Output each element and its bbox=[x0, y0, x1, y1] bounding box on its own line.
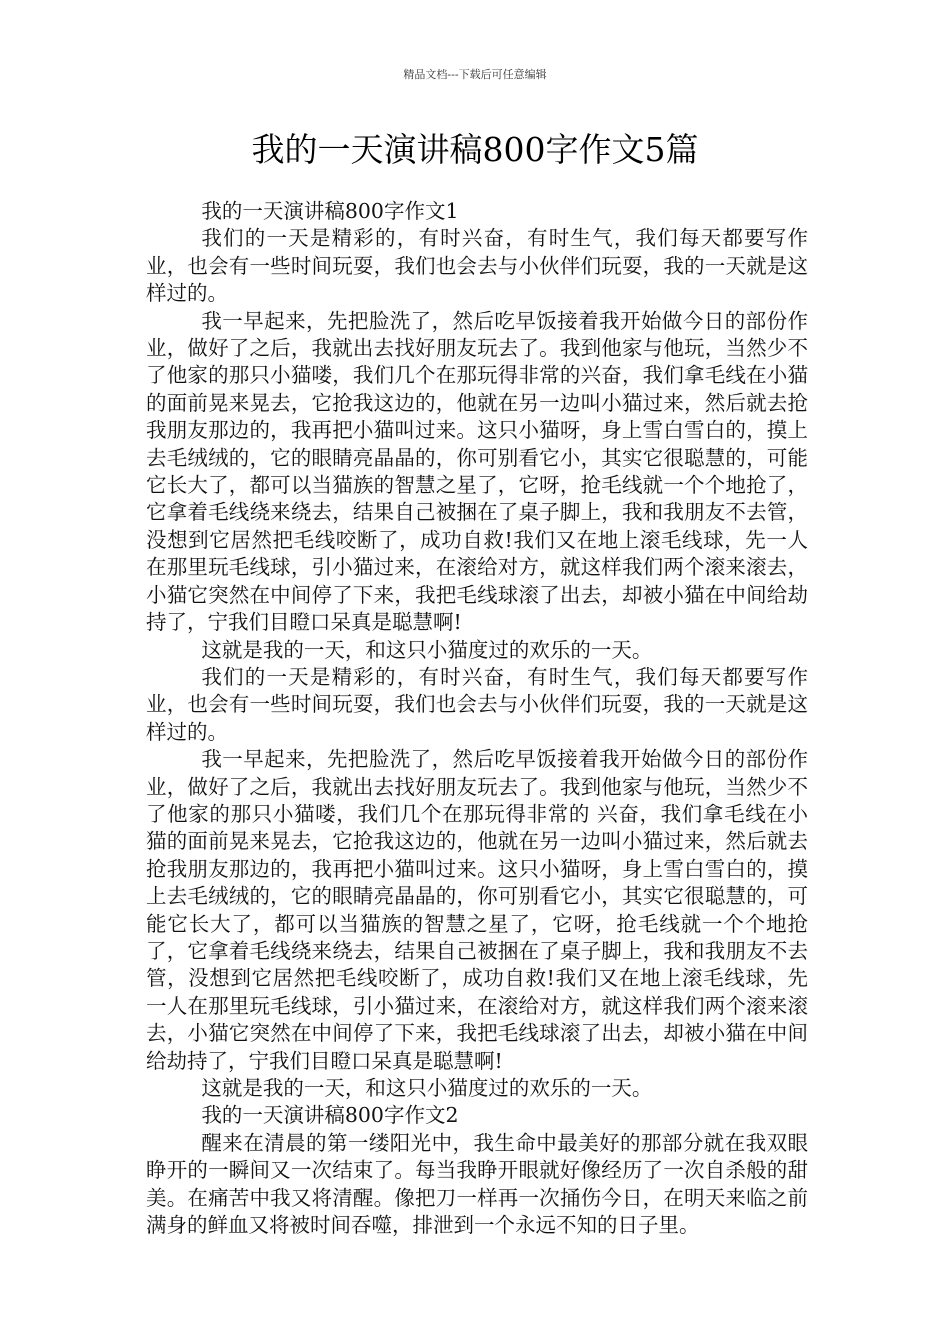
paragraph: 醒来在清晨的第一缕阳光中，我生命中最美好的那部分就在我双眼睁开的一瞬间又一次结束了。每当我睁开眼就好像经历了一次自杀般的甜美。在痛苦中我又将清醒。像把刀一样再一次捅伤今日，在明天来临之前满身的鲜血又将被时间吞噬，排泄到一个永远不知的日子里。 bbox=[146, 1130, 808, 1238]
paragraph: 我一早起来，先把脸洗了，然后吃早饭接着我开始做今日的部份作业，做好了之后，我就出去找好朋友玩去了。我到他家与他玩，当然少不了他家的那只小猫喽，我们几个在那玩得非常的 兴奋，我们拿毛线在小猫的面前晃来晃去，它抢我这边的，他就在另一边叫小猫过来，然后就去抢我朋友那边的，我再把小猫叫过来。这只小猫呀，身上雪白雪白的，摸上去毛绒绒的，它的眼睛亮晶晶的，你可别看它小，其实它很聪慧的，可能它长大了，都可以当猫族的智慧之星了，它呀，抢毛线就一个个地抢了，它拿着毛线绕来绕去，结果自己被捆在了桌子脚上，我和我朋友不去管，没想到它居然把毛线咬断了，成功自救!我们又在地上滚毛线球，先一人在那里玩毛线球，引小猫过来，在滚给对方，就这样我们两个滚来滚去，小猫它突然在中间停了下来，我把毛线球滚了出去，却被小猫在中间给劫持了，宁我们目瞪口呆真是聪慧啊! bbox=[146, 747, 808, 1073]
paragraph: 我们的一天是精彩的，有时兴奋，有时生气，我们每天都要写作业，也会有一些时间玩耍，我们也会去与小伙伴们玩耍，我的一天就是这样过的。 bbox=[146, 664, 808, 744]
document-title: 我的一天演讲稿800字作文5篇 bbox=[251, 130, 699, 169]
paragraph: 这就是我的一天，和这只小猫度过的欢乐的一天。 bbox=[201, 1076, 653, 1100]
paragraph: 我们的一天是精彩的，有时兴奋，有时生气，我们每天都要写作业，也会有一些时间玩耍，我们也会去与小伙伴们玩耍，我的一天就是这样过的。 bbox=[146, 226, 808, 306]
paragraph: 这就是我的一天，和这只小猫度过的欢乐的一天。 bbox=[201, 637, 653, 662]
paragraph: 我一早起来，先把脸洗了，然后吃早饭接着我开始做今日的部份作业，做好了之后，我就出去找好朋友玩去了。我到他家与他玩，当然少不了他家的那只小猫喽，我们几个在那玩得非常的兴奋，我们拿毛线在小猫的面前晃来晃去，它抢我这边的，他就在另一边叫小猫过来，然后就去抢我朋友那边的，我再把小猫叫过来。这只小猫呀，身上雪白雪白的，摸上去毛绒绒的，它的眼睛亮晶晶的，你可别看它小，其实它很聪慧的，可能它长大了，都可以当猫族的智慧之星了，它呀，抢毛线就一个个地抢了，它拿着毛线绕来绕去，结果自己被捆在了桌子脚上，我和我朋友不去管，没想到它居然把毛线咬断了，成功自救!我们又在地上滚毛线球，先一人在那里玩毛线球，引小猫过来，在滚给对方，就这样我们两个滚来滚去，小猫它突然在中间停了下来，我把毛线球滚了出去，却被小猫在中间给劫持了，宁我们目瞪口呆真是聪慧啊! bbox=[146, 308, 808, 635]
section-heading-1: 我的一天演讲稿800字作文1 bbox=[201, 199, 459, 223]
document-body bbox=[146, 198, 808, 1239]
section-heading-2: 我的一天演讲稿800字作文2 bbox=[201, 1103, 459, 1128]
header-note: 精品文档---下载后可任意编辑 bbox=[403, 68, 547, 81]
